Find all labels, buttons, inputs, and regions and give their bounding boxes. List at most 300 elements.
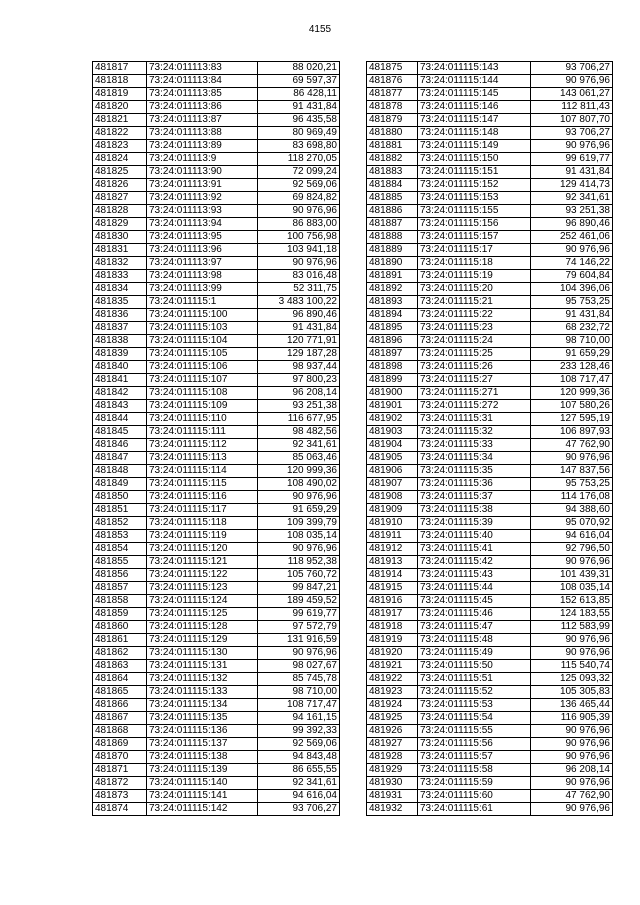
table-row — [367, 517, 613, 530]
table-row — [367, 270, 613, 283]
table-row — [93, 725, 340, 738]
record-number-cell: 481919 — [367, 634, 418, 647]
value-cell: 101 439,31 — [531, 569, 613, 582]
cadastral-number-cell: 73:24:011115:18 — [418, 257, 531, 270]
record-number-cell: 481903 — [367, 426, 418, 439]
cadastral-number-cell: 73:24:011115:32 — [418, 426, 531, 439]
table-row — [93, 101, 340, 114]
table-row — [367, 322, 613, 335]
table-row — [367, 335, 613, 348]
table-row — [367, 647, 613, 660]
cadastral-number-cell: 73:24:011115:271 — [418, 387, 531, 400]
value-cell: 90 976,96 — [531, 556, 613, 569]
value-cell: 95 070,92 — [531, 517, 613, 530]
record-number-cell: 481848 — [93, 465, 147, 478]
record-number-cell: 481822 — [93, 127, 147, 140]
record-number-cell: 481851 — [93, 504, 147, 517]
cadastral-number-cell: 73:24:011115:100 — [147, 309, 258, 322]
cadastral-number-cell: 73:24:011115:60 — [418, 790, 531, 803]
table-row — [93, 88, 340, 101]
table-row — [93, 75, 340, 88]
table-row — [93, 543, 340, 556]
table-row — [367, 725, 613, 738]
value-cell: 86 428,11 — [258, 88, 340, 101]
table-row — [367, 439, 613, 452]
cadastral-number-cell: 73:24:011115:128 — [147, 621, 258, 634]
record-number-cell: 481902 — [367, 413, 418, 426]
record-number-cell: 481874 — [93, 803, 147, 816]
table-row — [367, 426, 613, 439]
cadastral-number-cell: 73:24:011115:23 — [418, 322, 531, 335]
record-number-cell: 481849 — [93, 478, 147, 491]
cadastral-number-cell: 73:24:011115:55 — [418, 725, 531, 738]
cadastral-number-cell: 73:24:011115:41 — [418, 543, 531, 556]
table-row — [93, 309, 340, 322]
value-cell: 90 976,96 — [531, 803, 613, 816]
table-row — [93, 647, 340, 660]
table-row — [93, 712, 340, 725]
record-number-cell: 481890 — [367, 257, 418, 270]
record-number-cell: 481899 — [367, 374, 418, 387]
cadastral-number-cell: 73:24:011113:85 — [147, 88, 258, 101]
value-cell: 94 388,60 — [531, 504, 613, 517]
cadastral-number-cell: 73:24:011113:9 — [147, 153, 258, 166]
record-number-cell: 481928 — [367, 751, 418, 764]
record-number-cell: 481888 — [367, 231, 418, 244]
record-number-cell: 481840 — [93, 361, 147, 374]
record-number-cell: 481884 — [367, 179, 418, 192]
cadastral-number-cell: 73:24:011115:20 — [418, 283, 531, 296]
value-cell: 90 976,96 — [258, 543, 340, 556]
cadastral-number-cell: 73:24:011113:92 — [147, 192, 258, 205]
table-row — [93, 582, 340, 595]
cadastral-number-cell: 73:24:011115:107 — [147, 374, 258, 387]
record-number-cell: 481889 — [367, 244, 418, 257]
record-number-cell: 481895 — [367, 322, 418, 335]
table-row — [93, 673, 340, 686]
value-cell: 83 016,48 — [258, 270, 340, 283]
record-number-cell: 481860 — [93, 621, 147, 634]
table-row — [93, 283, 340, 296]
value-cell: 147 837,56 — [531, 465, 613, 478]
value-cell: 131 916,59 — [258, 634, 340, 647]
record-number-cell: 481871 — [93, 764, 147, 777]
table-row — [93, 595, 340, 608]
value-cell: 95 753,25 — [531, 296, 613, 309]
table-row — [93, 452, 340, 465]
cadastral-number-cell: 73:24:011115:17 — [418, 244, 531, 257]
table-row — [93, 153, 340, 166]
value-cell: 69 824,82 — [258, 192, 340, 205]
value-cell: 96 208,14 — [258, 387, 340, 400]
cadastral-number-cell: 73:24:011115:140 — [147, 777, 258, 790]
record-number-cell: 481844 — [93, 413, 147, 426]
value-cell: 112 811,43 — [531, 101, 613, 114]
cadastral-number-cell: 73:24:011115:105 — [147, 348, 258, 361]
table-row — [367, 244, 613, 257]
cadastral-number-cell: 73:24:011115:146 — [418, 101, 531, 114]
record-number-cell: 481917 — [367, 608, 418, 621]
value-cell: 120 999,36 — [531, 387, 613, 400]
record-number-cell: 481835 — [93, 296, 147, 309]
record-number-cell: 481865 — [93, 686, 147, 699]
cadastral-number-cell: 73:24:011113:91 — [147, 179, 258, 192]
record-number-cell: 481887 — [367, 218, 418, 231]
cadastral-number-cell: 73:24:011115:150 — [418, 153, 531, 166]
record-number-cell: 481920 — [367, 647, 418, 660]
table-row — [93, 400, 340, 413]
value-cell: 90 976,96 — [531, 738, 613, 751]
record-number-cell: 481866 — [93, 699, 147, 712]
table-row — [93, 764, 340, 777]
table-row — [93, 140, 340, 153]
cadastral-number-cell: 73:24:011115:121 — [147, 556, 258, 569]
cadastral-number-cell: 73:24:011115:50 — [418, 660, 531, 673]
cadastral-number-cell: 73:24:011115:125 — [147, 608, 258, 621]
table-row — [93, 413, 340, 426]
cadastral-number-cell: 73:24:011115:46 — [418, 608, 531, 621]
cadastral-number-cell: 73:24:011115:45 — [418, 595, 531, 608]
value-cell: 99 619,77 — [531, 153, 613, 166]
table-row — [367, 374, 613, 387]
record-number-cell: 481932 — [367, 803, 418, 816]
cadastral-number-cell: 73:24:011115:44 — [418, 582, 531, 595]
record-number-cell: 481904 — [367, 439, 418, 452]
value-cell: 96 890,46 — [258, 309, 340, 322]
page-number: 4155 — [308, 24, 332, 35]
table-row — [93, 361, 340, 374]
table-row — [93, 803, 340, 816]
cadastral-number-cell: 73:24:011115:104 — [147, 335, 258, 348]
record-number-cell: 481893 — [367, 296, 418, 309]
table-row — [93, 517, 340, 530]
value-cell: 47 762,90 — [531, 790, 613, 803]
table-row — [367, 491, 613, 504]
record-number-cell: 481836 — [93, 309, 147, 322]
table-row — [367, 673, 613, 686]
table-row — [93, 621, 340, 634]
value-cell: 152 613,85 — [531, 595, 613, 608]
record-number-cell: 481930 — [367, 777, 418, 790]
cadastral-number-cell: 73:24:011115:155 — [418, 205, 531, 218]
value-cell: 106 897,93 — [531, 426, 613, 439]
table-row — [367, 777, 613, 790]
table-row — [367, 465, 613, 478]
value-cell: 136 465,44 — [531, 699, 613, 712]
record-number-cell: 481850 — [93, 491, 147, 504]
cadastral-number-cell: 73:24:011115:36 — [418, 478, 531, 491]
record-number-cell: 481861 — [93, 634, 147, 647]
table-row — [367, 101, 613, 114]
record-number-cell: 481839 — [93, 348, 147, 361]
value-cell: 108 035,14 — [531, 582, 613, 595]
value-cell: 109 399,79 — [258, 517, 340, 530]
value-cell: 98 482,56 — [258, 426, 340, 439]
cadastral-number-cell: 73:24:011115:118 — [147, 517, 258, 530]
cadastral-number-cell: 73:24:011115:141 — [147, 790, 258, 803]
cadastral-number-cell: 73:24:011115:103 — [147, 322, 258, 335]
record-number-cell: 481847 — [93, 452, 147, 465]
record-number-cell: 481881 — [367, 140, 418, 153]
record-number-cell: 481892 — [367, 283, 418, 296]
cadastral-number-cell: 73:24:011115:115 — [147, 478, 258, 491]
record-number-cell: 481897 — [367, 348, 418, 361]
value-cell: 98 027,67 — [258, 660, 340, 673]
record-number-cell: 481906 — [367, 465, 418, 478]
cadastral-number-cell: 73:24:011115:129 — [147, 634, 258, 647]
table-row — [367, 621, 613, 634]
value-cell: 3 483 100,22 — [258, 296, 340, 309]
value-cell: 98 710,00 — [531, 335, 613, 348]
table-row — [367, 543, 613, 556]
record-number-cell: 481843 — [93, 400, 147, 413]
table-row — [367, 751, 613, 764]
cadastral-number-cell: 73:24:011115:143 — [418, 62, 531, 75]
value-cell: 116 905,39 — [531, 712, 613, 725]
record-number-cell: 481846 — [93, 439, 147, 452]
record-number-cell: 481853 — [93, 530, 147, 543]
value-cell: 129 187,28 — [258, 348, 340, 361]
record-number-cell: 481859 — [93, 608, 147, 621]
value-cell: 83 698,80 — [258, 140, 340, 153]
table-row — [367, 62, 613, 75]
record-number-cell: 481867 — [93, 712, 147, 725]
cadastral-number-cell: 73:24:011115:56 — [418, 738, 531, 751]
table-row — [367, 205, 613, 218]
cadastral-number-cell: 73:24:011115:49 — [418, 647, 531, 660]
table-row — [367, 153, 613, 166]
record-number-cell: 481830 — [93, 231, 147, 244]
table-row — [93, 244, 340, 257]
record-number-cell: 481852 — [93, 517, 147, 530]
cadastral-number-cell: 73:24:011115:37 — [418, 491, 531, 504]
table-row — [93, 231, 340, 244]
record-number-cell: 481915 — [367, 582, 418, 595]
table-row — [367, 556, 613, 569]
record-number-cell: 481914 — [367, 569, 418, 582]
cadastral-number-cell: 73:24:011115:109 — [147, 400, 258, 413]
cadastral-number-cell: 73:24:011113:90 — [147, 166, 258, 179]
table-row — [93, 205, 340, 218]
table-row — [93, 608, 340, 621]
table-row — [93, 270, 340, 283]
table-row — [367, 400, 613, 413]
cadastral-number-cell: 73:24:011113:89 — [147, 140, 258, 153]
record-number-cell: 481845 — [93, 426, 147, 439]
record-number-cell: 481908 — [367, 491, 418, 504]
record-number-cell: 481826 — [93, 179, 147, 192]
record-number-cell: 481896 — [367, 335, 418, 348]
cadastral-number-cell: 73:24:011115:27 — [418, 374, 531, 387]
value-cell: 90 976,96 — [531, 140, 613, 153]
record-number-cell: 481876 — [367, 75, 418, 88]
cadastral-number-cell: 73:24:011115:51 — [418, 673, 531, 686]
cadastral-number-cell: 73:24:011115:132 — [147, 673, 258, 686]
value-cell: 92 341,61 — [258, 439, 340, 452]
value-cell: 90 976,96 — [531, 751, 613, 764]
table-row — [93, 127, 340, 140]
cadastral-number-cell: 73:24:011115:138 — [147, 751, 258, 764]
record-number-cell: 481927 — [367, 738, 418, 751]
value-cell: 108 717,47 — [531, 374, 613, 387]
cadastral-number-cell: 73:24:011113:93 — [147, 205, 258, 218]
value-cell: 92 341,61 — [531, 192, 613, 205]
record-number-cell: 481931 — [367, 790, 418, 803]
table-row — [367, 296, 613, 309]
table-row — [93, 699, 340, 712]
cadastral-number-cell: 73:24:011115:53 — [418, 699, 531, 712]
value-cell: 93 706,27 — [531, 127, 613, 140]
value-cell: 108 035,14 — [258, 530, 340, 543]
cadastral-number-cell: 73:24:011113:83 — [147, 62, 258, 75]
value-cell: 90 976,96 — [258, 491, 340, 504]
table-row — [93, 634, 340, 647]
cadastral-number-cell: 73:24:011115:54 — [418, 712, 531, 725]
value-cell: 99 392,33 — [258, 725, 340, 738]
table-row — [93, 751, 340, 764]
cadastral-number-cell: 73:24:011115:59 — [418, 777, 531, 790]
record-number-cell: 481913 — [367, 556, 418, 569]
table-row — [367, 413, 613, 426]
table-row — [367, 790, 613, 803]
table-row — [367, 166, 613, 179]
table-row — [367, 764, 613, 777]
cadastral-number-cell: 73:24:011115:148 — [418, 127, 531, 140]
value-cell: 99 619,77 — [258, 608, 340, 621]
cadastral-number-cell: 73:24:011115:133 — [147, 686, 258, 699]
value-cell: 74 146,22 — [531, 257, 613, 270]
value-cell: 92 341,61 — [258, 777, 340, 790]
table-row — [367, 582, 613, 595]
table-row — [93, 322, 340, 335]
table-row — [93, 530, 340, 543]
cadastral-number-cell: 73:24:011115:117 — [147, 504, 258, 517]
record-number-cell: 481885 — [367, 192, 418, 205]
value-cell: 105 760,72 — [258, 569, 340, 582]
value-cell: 90 976,96 — [531, 452, 613, 465]
record-number-cell: 481858 — [93, 595, 147, 608]
cadastral-number-cell: 73:24:011115:31 — [418, 413, 531, 426]
table-row — [367, 608, 613, 621]
value-cell: 129 414,73 — [531, 179, 613, 192]
table-row — [367, 452, 613, 465]
record-number-cell: 481834 — [93, 283, 147, 296]
value-cell: 96 435,58 — [258, 114, 340, 127]
table-row — [367, 88, 613, 101]
table-row — [367, 218, 613, 231]
record-number-cell: 481875 — [367, 62, 418, 75]
record-number-cell: 481916 — [367, 595, 418, 608]
cadastral-number-cell: 73:24:011115:38 — [418, 504, 531, 517]
table-row — [367, 738, 613, 751]
cadastral-number-cell: 73:24:011113:86 — [147, 101, 258, 114]
table-row — [367, 803, 613, 816]
record-number-cell: 481918 — [367, 621, 418, 634]
record-number-cell: 481820 — [93, 101, 147, 114]
cadastral-number-cell: 73:24:011115:43 — [418, 569, 531, 582]
table-row — [367, 530, 613, 543]
value-cell: 112 583,99 — [531, 621, 613, 634]
value-cell: 93 706,27 — [258, 803, 340, 816]
value-cell: 124 183,55 — [531, 608, 613, 621]
cadastral-number-cell: 73:24:011113:84 — [147, 75, 258, 88]
value-cell: 120 771,91 — [258, 335, 340, 348]
value-cell: 86 655,55 — [258, 764, 340, 777]
cadastral-number-cell: 73:24:011115:134 — [147, 699, 258, 712]
cadastral-number-cell: 73:24:011115:33 — [418, 439, 531, 452]
table-row — [93, 738, 340, 751]
value-cell: 72 099,24 — [258, 166, 340, 179]
value-cell: 91 659,29 — [258, 504, 340, 517]
cadastral-number-cell: 73:24:011113:96 — [147, 244, 258, 257]
record-number-cell: 481863 — [93, 660, 147, 673]
table-row — [367, 348, 613, 361]
table-row — [367, 361, 613, 374]
table-row — [367, 257, 613, 270]
value-cell: 92 569,06 — [258, 738, 340, 751]
value-cell: 97 800,23 — [258, 374, 340, 387]
table-row — [367, 686, 613, 699]
table-row — [367, 569, 613, 582]
table-row — [367, 127, 613, 140]
cadastral-number-cell: 73:24:011115:61 — [418, 803, 531, 816]
record-number-cell: 481877 — [367, 88, 418, 101]
value-cell: 107 807,70 — [531, 114, 613, 127]
cadastral-number-cell: 73:24:011115:113 — [147, 452, 258, 465]
value-cell: 91 431,84 — [258, 322, 340, 335]
table-row — [367, 387, 613, 400]
cadastral-number-cell: 73:24:011115:119 — [147, 530, 258, 543]
table-row — [367, 634, 613, 647]
value-cell: 68 232,72 — [531, 322, 613, 335]
record-number-cell: 481841 — [93, 374, 147, 387]
cadastral-number-cell: 73:24:011113:94 — [147, 218, 258, 231]
cadastral-number-cell: 73:24:011115:135 — [147, 712, 258, 725]
value-cell: 94 161,15 — [258, 712, 340, 725]
value-cell: 115 540,74 — [531, 660, 613, 673]
record-number-cell: 481829 — [93, 218, 147, 231]
cadastral-number-cell: 73:24:011115:153 — [418, 192, 531, 205]
value-cell: 91 431,84 — [531, 309, 613, 322]
table-row — [93, 218, 340, 231]
cadastral-number-cell: 73:24:011115:156 — [418, 218, 531, 231]
cadastral-number-cell: 73:24:011115:108 — [147, 387, 258, 400]
cadastral-number-cell: 73:24:011115:122 — [147, 569, 258, 582]
table-row — [93, 192, 340, 205]
record-number-cell: 481837 — [93, 322, 147, 335]
value-cell: 127 595,19 — [531, 413, 613, 426]
record-number-cell: 481873 — [93, 790, 147, 803]
cadastral-number-cell: 73:24:011115:114 — [147, 465, 258, 478]
record-number-cell: 481823 — [93, 140, 147, 153]
record-number-cell: 481833 — [93, 270, 147, 283]
cadastral-number-cell: 73:24:011115:111 — [147, 426, 258, 439]
cadastral-number-cell: 73:24:011115:48 — [418, 634, 531, 647]
value-cell: 118 952,38 — [258, 556, 340, 569]
record-number-cell: 481821 — [93, 114, 147, 127]
record-number-cell: 481911 — [367, 530, 418, 543]
value-cell: 90 976,96 — [531, 647, 613, 660]
cadastral-number-cell: 73:24:011115:145 — [418, 88, 531, 101]
cadastral-number-cell: 73:24:011115:120 — [147, 543, 258, 556]
cadastral-number-cell: 73:24:011115:157 — [418, 231, 531, 244]
cadastral-number-cell: 73:24:011115:149 — [418, 140, 531, 153]
table-row — [93, 439, 340, 452]
table-row — [367, 478, 613, 491]
value-cell: 90 976,96 — [531, 725, 613, 738]
cadastral-number-cell: 73:24:011115:142 — [147, 803, 258, 816]
cadastral-number-cell: 73:24:011113:99 — [147, 283, 258, 296]
